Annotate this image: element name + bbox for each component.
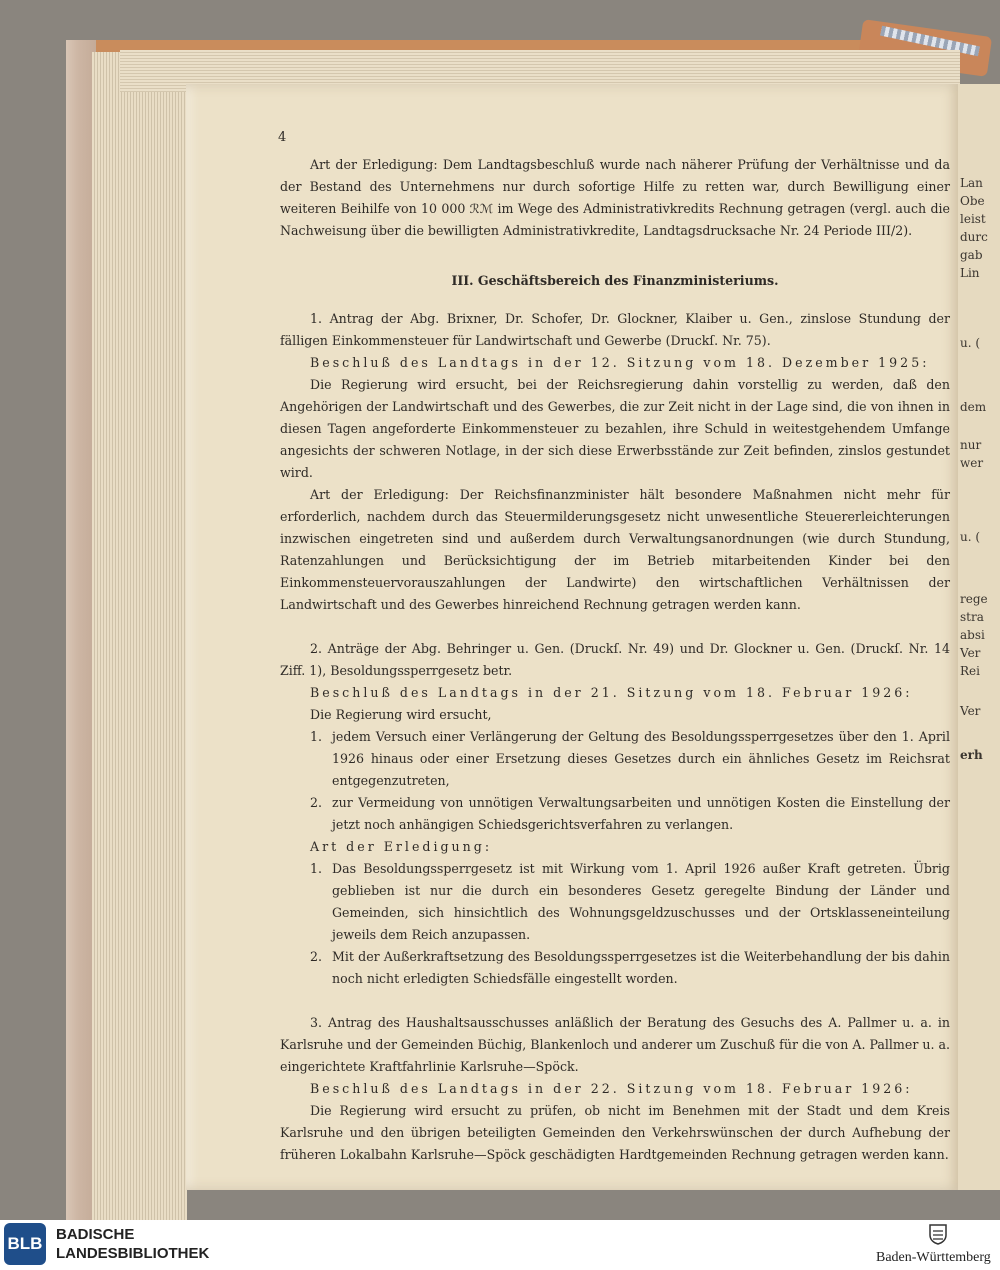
antrag-1: 1. Antrag der Abg. Brixner, Dr. Schofer, Dr. Glockner, Klaiber u. Gen., zinslose Stundung der fälligen Einkommensteuer für Landwirtschaft und Gewerbe (Druckſ. Nr. 75). [280, 311, 950, 348]
page-number: 4 [278, 130, 287, 145]
right-page-fragment: erh [960, 748, 983, 762]
right-page-fragment: Rei [960, 664, 980, 678]
library-name-line2: LANDESBIBLIOTHEK [56, 1245, 210, 1262]
list-item: 2. Mit der Außerkraftsetzung des Besoldungssperrgesetzes ist die Weiterbehandlung der bis dahin noch nicht erledigten Schiedsfälle eingestellt worden. [310, 949, 950, 986]
right-page-fragment: rege [960, 592, 988, 606]
erledigung-1: Art der Erledigung: Der Reichsfinanzminister hält besondere Maßnahmen nicht mehr für erforderlich, nachdem durch das Steuermilderungsgesetz nicht unwesentliche Steuererleichterungen inzwischen eingetreten sind und außerdem durch Verwaltungsanordnungen (wie durch Stundung, Ratenzahlungen und Berücksichtigung der im Betrieb mitarbeitenden Kinder bei den Einkommensteuervorauszahlungen der Landwirte) den wirtschaftlichen Verhältnissen der Landwirtschaft und des Gewerbes hinreichend Rechnung getragen werden kann. [280, 487, 950, 612]
beschluss-1-text: Die Regierung wird ersucht, bei der Reichsregierung dahin vorstellig zu werden, daß den Angehörigen der Landwirtschaft und des Gewerbes, die zur Zeit nicht in der Lage sind, die von ihnen in diesen Tagen angeforderte Einkommensteuer zu bezahlen, ihre Schuld in weitestgehendem Umfange angesichts der schweren Notlage, in der sich diese Erwerbsstände zur Zeit befinden, zinslos gestundet wird. [280, 377, 950, 480]
bw-label: Baden-Württemberg [876, 1250, 991, 1265]
beschluss-2-intro: Die Regierung wird ersucht, [310, 707, 492, 722]
library-name-line1: BADISCHE [56, 1226, 135, 1243]
beschluss-3-text: Die Regierung wird ersucht zu prüfen, ob nicht im Benehmen mit der Stadt und dem Kreis Karlsruhe und den übrigen beteiligten Gemeinden den Verkehrswünschen der durch Aufhebung der früheren Lokalbahn Karlsruhe—Spöck geschädigten Hardtgemeinden Rechnung getragen werden kann. [280, 1103, 950, 1162]
page-edges [92, 52, 187, 1220]
beschluss-2: Beschluß des Landtags in der 21. Sitzung vom 18. Februar 1926: [310, 685, 913, 700]
footer-bar [0, 1220, 1000, 1270]
right-page-fragment: dem [960, 400, 987, 414]
right-page-fragment: Ver [960, 646, 981, 660]
beschluss-3: Beschluß des Landtags in der 22. Sitzung vom 18. Februar 1926: [310, 1081, 913, 1096]
right-page-fragment: stra [960, 610, 984, 624]
right-page-fragment: absi [960, 628, 985, 642]
list-item: 1. jedem Versuch einer Verlängerung der Geltung des Besoldungssperrgesetzes über den 1. April 1926 hinaus oder einer Ersetzung dieses Gesetzes durch ein ähnliches Gesetz im Reichsrat entgegenzutreten, [310, 729, 950, 788]
right-page-fragment: u. ( [960, 336, 981, 350]
right-page-fragment: leist [960, 212, 986, 226]
right-page-fragment: Ver [960, 704, 981, 718]
right-page [958, 84, 1000, 1190]
antrag-3: 3. Antrag des Haushaltsausschusses anläßlich der Beratung des Gesuchs des A. Pallmer u. a. in Karlsruhe und der Gemeinden Büchig, Blankenloch und anderer um Zuschuß für die von A. Pallmer u. a. eingerichtete Kraftfahrlinie Karlsruhe—Spöck. [280, 1015, 950, 1074]
beschluss-1: Beschluß des Landtags in der 12. Sitzung vom 18. Dezember 1925: [310, 355, 930, 370]
right-page-fragment: nur [960, 438, 982, 452]
paragraph-erledigung-previous: Art der Erledigung: Dem Landtagsbeschluß wurde nach näherer Prüfung der Verhältnisse und da der Bestand des Unternehmens nur durch sofortige Hilfe zu retten war, durch Bewilligung einer weiteren Beihilfe von 10 000 ℛℳ im Wege des Administrativkredits Rechnung getragen (vergl. auch die Nachweisung über die bewilligten Administrativkredite, Landtagsdrucksache Nr. 24 Periode III/2). [280, 157, 950, 238]
right-page-fragment: Lin [960, 266, 980, 280]
antrag-2: 2. Anträge der Abg. Behringer u. Gen. (Druckſ. Nr. 49) und Dr. Glockner u. Gen. (Druckſ. Nr. 14 Ziff. 1), Besoldungssperrgesetz betr. [280, 641, 950, 678]
right-page-fragment: durc [960, 230, 988, 244]
page-text [280, 128, 950, 1166]
coat-of-arms-icon [928, 1223, 948, 1245]
right-page-fragment: u. ( [960, 530, 981, 544]
blb-logo[interactable]: BLB [4, 1223, 46, 1265]
list-item: 2. zur Vermeidung von unnötigen Verwaltungsarbeiten und unnötigen Kosten die Einstellung der jetzt noch anhängigen Schiedsgerichtsverfahren zu verlangen. [310, 795, 950, 832]
erledigung-2-list [280, 858, 950, 990]
right-page-fragment: gab [960, 248, 983, 262]
beschluss-2-list [280, 726, 950, 836]
right-page-fragment: Lan [960, 176, 983, 190]
list-item: 1. Das Besoldungssperrgesetz ist mit Wirkung vom 1. April 1926 außer Kraft getreten. Übrig geblieben ist nur die durch ein besonderes Gesetz geregelte Bindung der Länder und Gemeinden, sich hinsichtlich des Wohnungsgeldzuschusses und der Ortsklasseneinteilung jeweils dem Reich anzupassen. [310, 861, 950, 942]
right-page-fragment: wer [960, 456, 984, 470]
section-heading: III. Geschäftsbereich des Finanzministeriums. [451, 273, 779, 288]
erledigung-2-label: Art der Erledigung: [310, 839, 493, 854]
right-page-fragment: Obe [960, 194, 985, 208]
